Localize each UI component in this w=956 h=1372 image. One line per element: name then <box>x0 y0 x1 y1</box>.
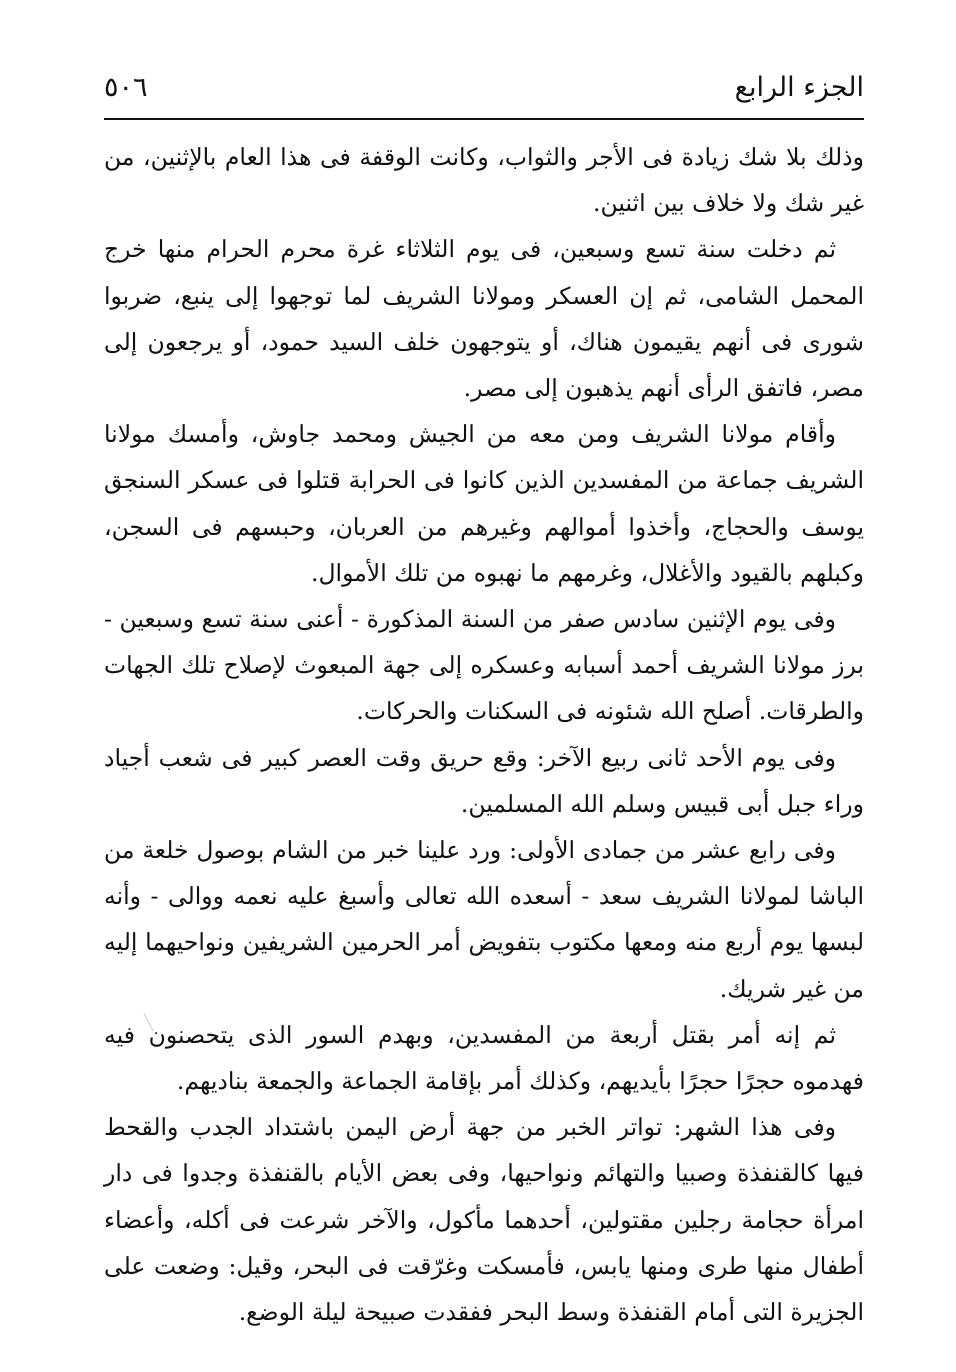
body-text <box>104 134 864 1335</box>
paragraph-6: وفى رابع عشر من جمادى الأولى: ورد علينا خبر من الشام بوصول خلعة من الباشا لمولانا الشريف سعد - أسعده الله تعالى وأسبغ عليه نعمه ووالى - وأنه لبسها يوم أربع منه ومعها مكتوب بتفويض أمر الحرمين الشريفين ونواحيهما إليه من غير شريك. <box>104 836 864 1003</box>
header-rule <box>104 118 864 120</box>
running-title: الجزء الرابع <box>734 72 864 103</box>
paragraph-3: وأقام مولانا الشريف ومن معه من الجيش ومحمد جاوش، وأمسك مولانا الشريف جماعة من المفسدين الذين كانوا فى الحرابة قتلوا فى عسكر السنجق يوسف والحجاج، وأخذوا أموالهم وغيرهم من العربان، وحبسهم فى السجن، وكبلهم بالقيود والأغلال، وغرمهم ما نهبوه من تلك الأموال. <box>104 420 864 587</box>
paragraph-8: وفى هذا الشهر: تواتر الخبر من جهة أرض اليمن باشتداد الجدب والقحط فيها كالقنفذة وصبيا والتهائم ونواحيها، وفى بعض الأيام بالقنفذة وجدوا فى دار امرأة حجامة رجلين مقتولين، أحدهما مأكول، والآخر شرعت فى أكله، وأعضاء أطفال منها طرى ومنها يابس، فأمسكت وغرّقت فى البحر، وقيل: وضعت على الجزيرة التى أمام القنفذة وسط البحر ففقدت صبيحة ليلة الوضع. <box>104 1113 864 1327</box>
page-number: ٥٠٦ <box>104 72 148 103</box>
paragraph-4: وفى يوم الإثنين سادس صفر من السنة المذكورة - أعنى سنة تسع وسبعين - برز مولانا الشريف أحمد أسبابه وعسكره إلى جهة المبعوث لإصلاح تلك الجهات والطرقات. أصلح الله شئونه فى السكنات والحركات. <box>104 605 864 726</box>
paragraph-2: ثم دخلت سنة تسع وسبعين، فى يوم الثلاثاء غرة محرم الحرام منها خرج المحمل الشامى، ثم إن العسكر ومولانا الشريف لما توجهوا إلى ينبع، ضربوا شورى فى أنهم يقيمون هناك، أو يتوجهون خلف السيد حمود، أو يرجعون إلى مصر، فاتفق الرأى أنهم يذهبون إلى مصر. <box>104 235 864 403</box>
paragraph-1: وذلك بلا شك زيادة فى الأجر والثواب، وكانت الوقفة فى هذا العام بالإثنين، من غير شك ولا خلاف بين اثنين. <box>104 143 864 218</box>
page-header <box>104 62 864 112</box>
paragraph-7: ثم إنه أمر بقتل أربعة من المفسدين، وبهدم السور الذى يتحصنون فيه فهدموه حجرًا حجرًا بأيديهم، وكذلك أمر بإقامة الجماعة والجمعة بناديهم. <box>104 1020 864 1096</box>
paragraph-5: وفى يوم الأحد ثانى ربيع الآخر: وقع حريق وقت العصر كبير فى شعب أجياد وراء جبل أبى قبيس وسلم الله المسلمين. <box>104 743 864 818</box>
